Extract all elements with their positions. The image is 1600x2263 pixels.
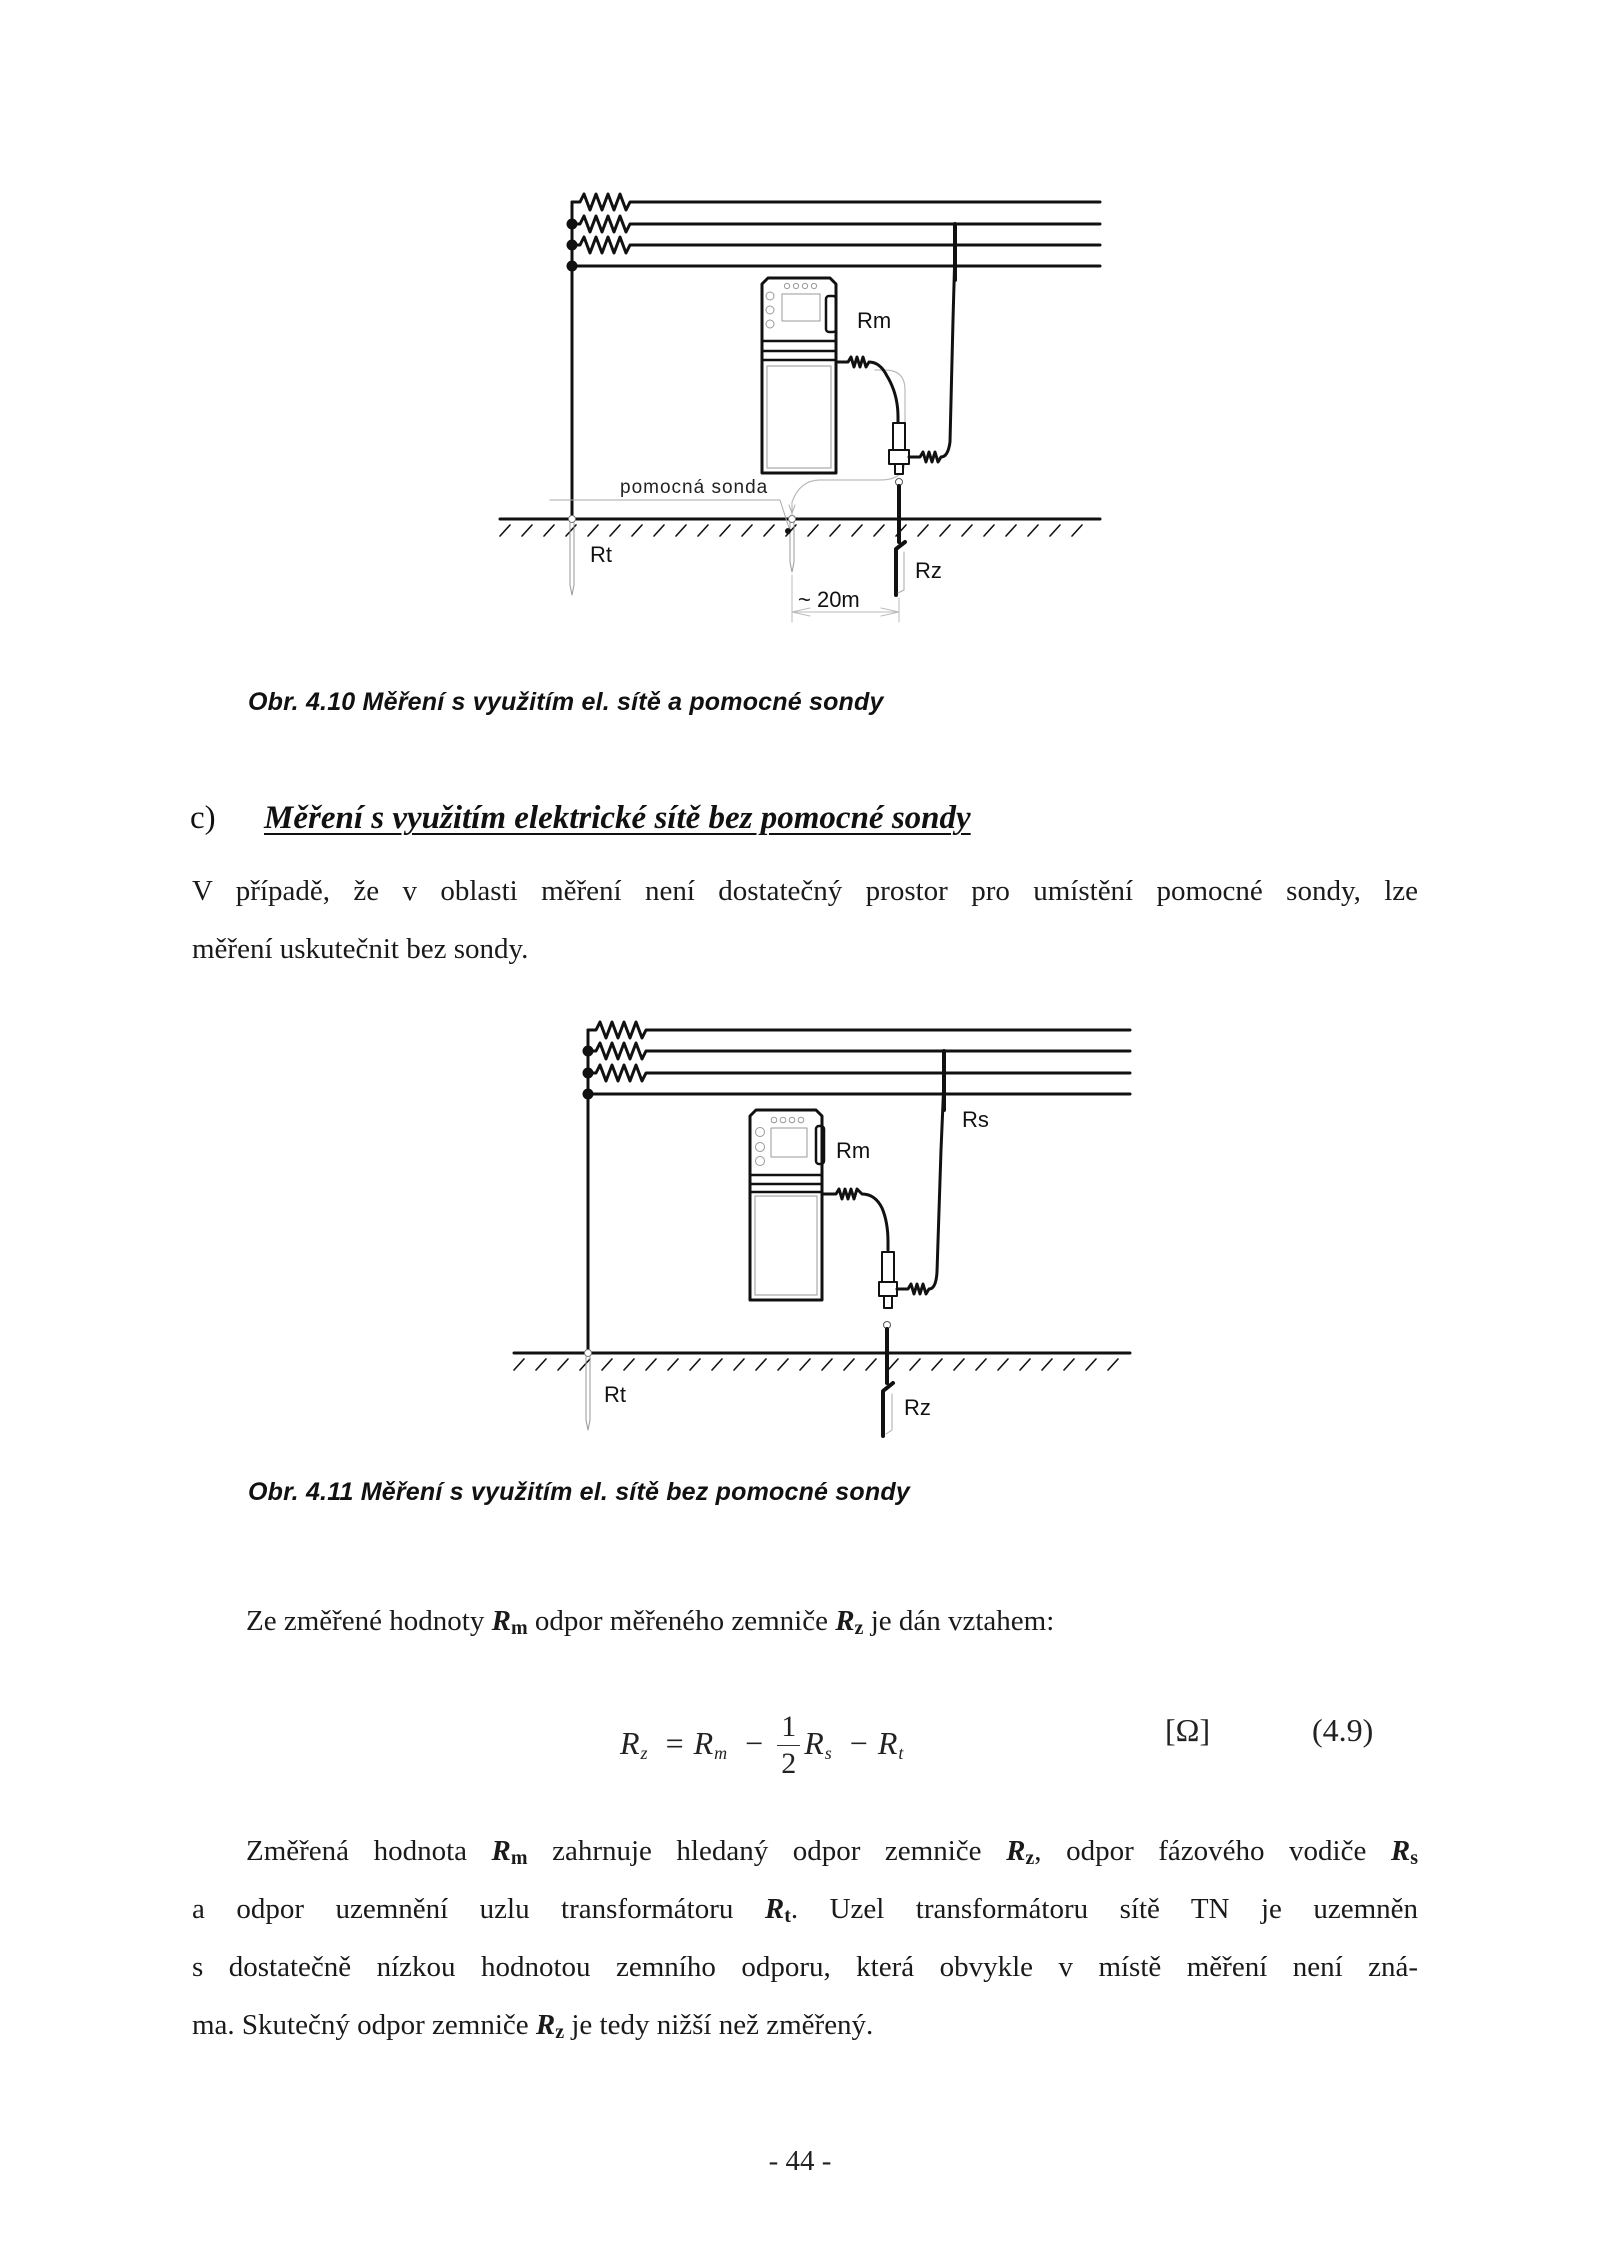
circuit-diagram-without-probe	[500, 1010, 1150, 1460]
circuit-diagram-with-probe	[480, 180, 1120, 640]
symbol-base: R	[764, 1893, 785, 1925]
figure-4-11	[500, 1010, 1150, 1460]
fraction-denominator: 2	[781, 1747, 797, 1780]
label-rt: Rt	[604, 1382, 626, 1407]
earth-resistance-meter-icon	[762, 278, 836, 473]
symbol-rt	[765, 1893, 791, 1925]
winding-resistor-icon	[588, 1065, 1130, 1081]
page-number: - 44 -	[768, 2145, 832, 2177]
formula-symbol: R	[877, 1725, 898, 1761]
formula-operator: =	[665, 1725, 684, 1761]
label-rt: Rt	[590, 542, 612, 567]
relation-paragraph	[192, 1592, 1418, 1650]
symbol-subscript: s	[1410, 1847, 1419, 1869]
label-rm: Rm	[836, 1138, 871, 1163]
symbol-base: R	[835, 1605, 855, 1637]
fraction-numerator: 1	[777, 1712, 800, 1746]
formula-subscript: m	[714, 1743, 728, 1763]
explanation-paragraph	[192, 1822, 1418, 2054]
text-run: a odpor uzemnění uzlu transformátoru	[192, 1893, 765, 1925]
formula-subscript: t	[898, 1743, 904, 1763]
label-distance: ~ 20m	[798, 587, 860, 612]
figure-caption-4-10: Obr. 4.10 Měření s využitím el. sítě a pomocné sondy	[248, 688, 884, 716]
section-title: Měření s využitím elektrické sítě bez pomocné sondy	[264, 800, 971, 836]
symbol-base: R	[1390, 1835, 1411, 1867]
symbol-subscript: z	[1025, 1847, 1035, 1869]
winding-resistor-icon	[588, 1043, 1130, 1059]
symbol-base: R	[1006, 1835, 1026, 1867]
equation-4-9	[620, 1690, 1380, 1800]
symbol-base: R	[491, 1835, 511, 1867]
formula-symbol: R	[804, 1725, 824, 1761]
paragraph-line	[192, 1880, 1418, 1938]
label-rz: Rz	[915, 558, 942, 583]
symbol-rz	[835, 1605, 863, 1637]
formula-fraction	[777, 1712, 800, 1779]
paragraph-line	[192, 1996, 1418, 2054]
text-run: zahrnuje hledaný odpor zemniče	[527, 1835, 1007, 1867]
formula-unit: [Ω]	[1165, 1712, 1211, 1748]
text-run: , odpor fázového vodiče	[1034, 1835, 1391, 1867]
text-run: je tedy nižší než změřený.	[564, 2009, 874, 2041]
symbol-rz	[536, 2009, 564, 2041]
formula-subscript: s	[824, 1743, 832, 1763]
figure-caption-4-11: Obr. 4.11 Měření s využitím el. sítě bez pomocné sondy	[248, 1478, 910, 1506]
paragraph-line: V případě, že v oblasti měření není dostatečný prostor pro umístění pomocné sondy, lze	[192, 875, 1418, 907]
symbol-subscript: m	[510, 1617, 528, 1639]
symbol-rs	[1391, 1835, 1418, 1867]
test-clamp-icon	[889, 423, 909, 486]
formula-subscript: z	[640, 1743, 648, 1763]
paragraph-line	[192, 1822, 1418, 1880]
symbol-subscript: t	[784, 1905, 791, 1927]
paragraph-line	[192, 1592, 1418, 1650]
text-run: Ze změřené hodnoty	[246, 1605, 492, 1637]
earth-resistance-meter-icon	[750, 1110, 824, 1300]
section-letter: c)	[190, 800, 216, 836]
paragraph-line: měření uskutečnit bez sondy.	[192, 933, 529, 965]
symbol-subscript: m	[510, 1847, 528, 1869]
formula-operator: −	[745, 1725, 764, 1761]
symbol-subscript: z	[555, 2021, 565, 2043]
text-run: je dán vztahem:	[863, 1605, 1055, 1637]
symbol-base: R	[491, 1605, 511, 1637]
winding-resistor-icon	[572, 216, 1100, 232]
intro-paragraph	[192, 862, 1418, 978]
label-rz: Rz	[904, 1395, 931, 1420]
text-run: odpor měřeného zemniče	[527, 1605, 836, 1637]
earth-electrode-rt-icon	[570, 523, 574, 595]
label-rm: Rm	[857, 308, 892, 333]
text-run: . Uzel transformátoru sítě TN je uzemněn	[790, 1893, 1419, 1925]
section-heading	[190, 800, 971, 837]
equation-expression	[620, 1710, 911, 1780]
test-clamp-icon	[879, 1252, 897, 1329]
winding-resistor-icon	[572, 237, 1100, 253]
symbol-base: R	[535, 2009, 556, 2041]
formula-symbol: R	[693, 1725, 714, 1761]
symbol-rz	[1006, 1835, 1034, 1867]
symbol-rm	[492, 1835, 528, 1867]
formula-operator: −	[849, 1725, 868, 1761]
equation-number: (4.9)	[1312, 1712, 1374, 1748]
earth-electrode-rt-icon	[586, 1357, 590, 1430]
text-run: Změřená hodnota	[246, 1835, 492, 1867]
label-rs: Rs	[962, 1107, 989, 1132]
text-run: ma. Skutečný odpor zemniče	[192, 2009, 536, 2041]
winding-resistor-icon	[588, 1022, 1130, 1038]
winding-resistor-icon	[572, 194, 1100, 210]
symbol-rm	[492, 1605, 528, 1637]
label-probe: pomocná sonda	[620, 477, 769, 498]
symbol-subscript: z	[854, 1617, 864, 1639]
figure-4-10	[480, 180, 1120, 640]
formula-symbol: R	[620, 1725, 640, 1761]
paragraph-line: s dostatečně nízkou hodnotou zemního odporu, která obvykle v místě měření není zná-	[192, 1951, 1418, 1983]
